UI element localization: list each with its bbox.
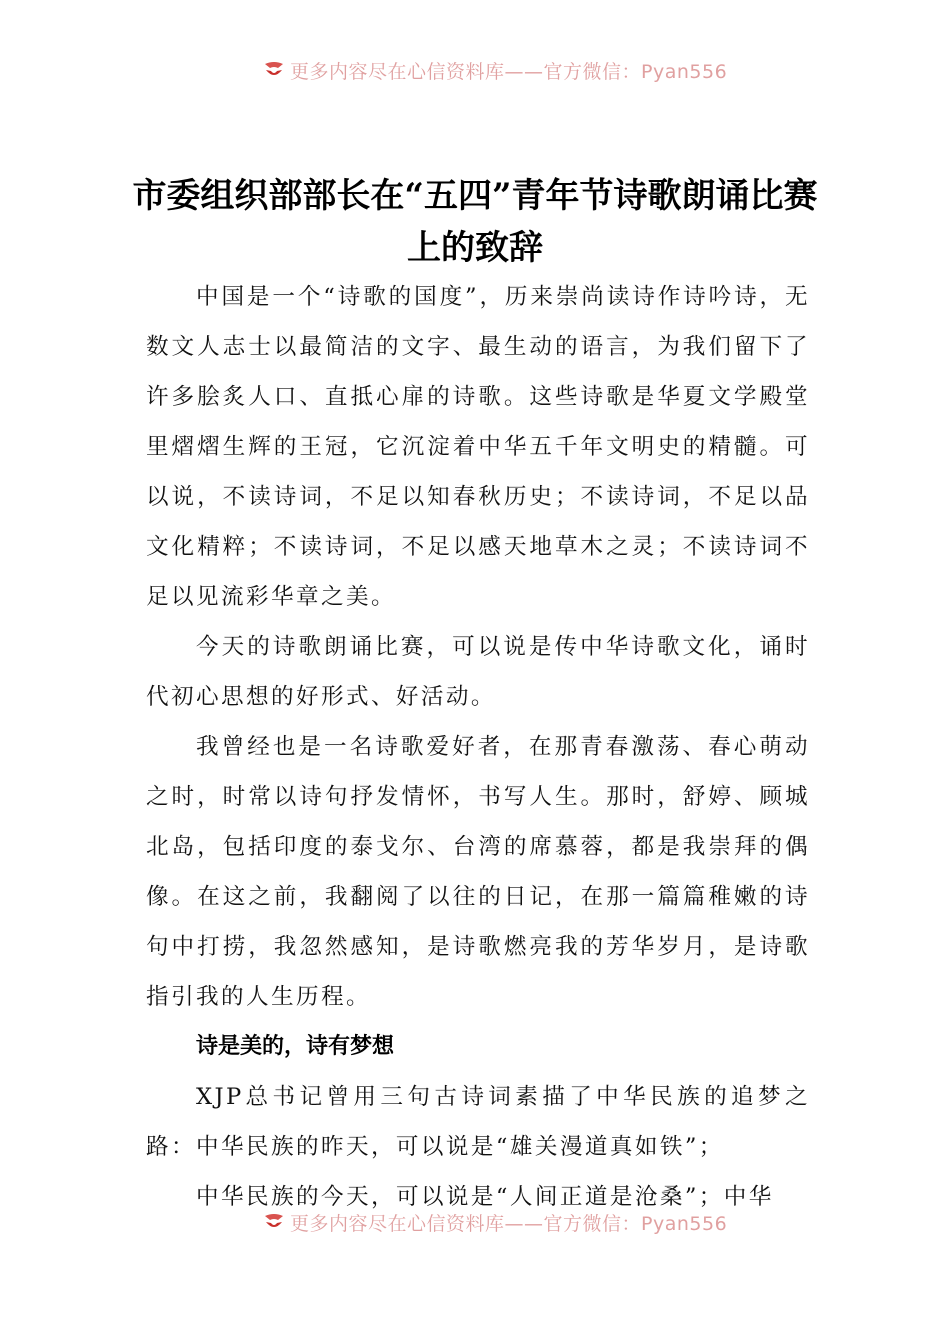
paragraph-5: 中华民族的今天，可以说是“人间正道是沧桑”；中华 (196, 1184, 774, 1210)
watermark-logo-icon (262, 58, 286, 82)
watermark-text: 更多内容尽在心信资料库——官方微信：Pyan556 (290, 1212, 728, 1235)
document-body (146, 272, 810, 1222)
header-watermark (262, 56, 727, 84)
paragraph-1: 中国是一个“诗歌的国度”，历来崇尚读诗作诗吟诗，无数文人志士以最简洁的文字、最生动的语言，为我们留下了许多脍炙人口、直抵心扉的诗歌。这些诗歌是华夏文学殿堂里熠熠生辉的王冠，它沉淀着中华五千年文明史的精髓。可以说，不读诗词，不足以知春秋历史；不读诗词，不足以品文化精粹；不读诗词，不足以感天地草木之灵；不读诗词不足以见流彩华章之美。 (146, 284, 810, 610)
section-subheading: 诗是美的，诗有梦想 (196, 1034, 395, 1059)
paragraph-2: 今天的诗歌朗诵比赛，可以说是传中华诗歌文化，诵时代初心思想的好形式、好活动。 (146, 634, 810, 710)
watermark-text: 更多内容尽在心信资料库——官方微信：Pyan556 (290, 60, 728, 83)
paragraph-4: XJP总书记曾用三句古诗词素描了中华民族的追梦之路：中华民族的昨天，可以说是“雄关漫道真如铁”； (146, 1084, 810, 1160)
document-title: 市委组织部部长在“五四”青年节诗歌朗诵比赛上的致辞 (132, 176, 818, 268)
paragraph-3: 我曾经也是一名诗歌爱好者，在那青春激荡、春心萌动之时，时常以诗句抒发情怀，书写人生。那时，舒婷、顾城北岛，包括印度的泰戈尔、台湾的席慕蓉，都是我崇拜的偶像。在这之前，我翻阅了以往的日记，在那一篇篇稚嫩的诗句中打捞，我忽然感知，是诗歌燃亮我的芳华岁月，是诗歌指引我的人生历程。 (146, 734, 810, 1010)
footer-watermark (262, 1208, 727, 1236)
watermark-logo-icon (262, 1210, 286, 1234)
